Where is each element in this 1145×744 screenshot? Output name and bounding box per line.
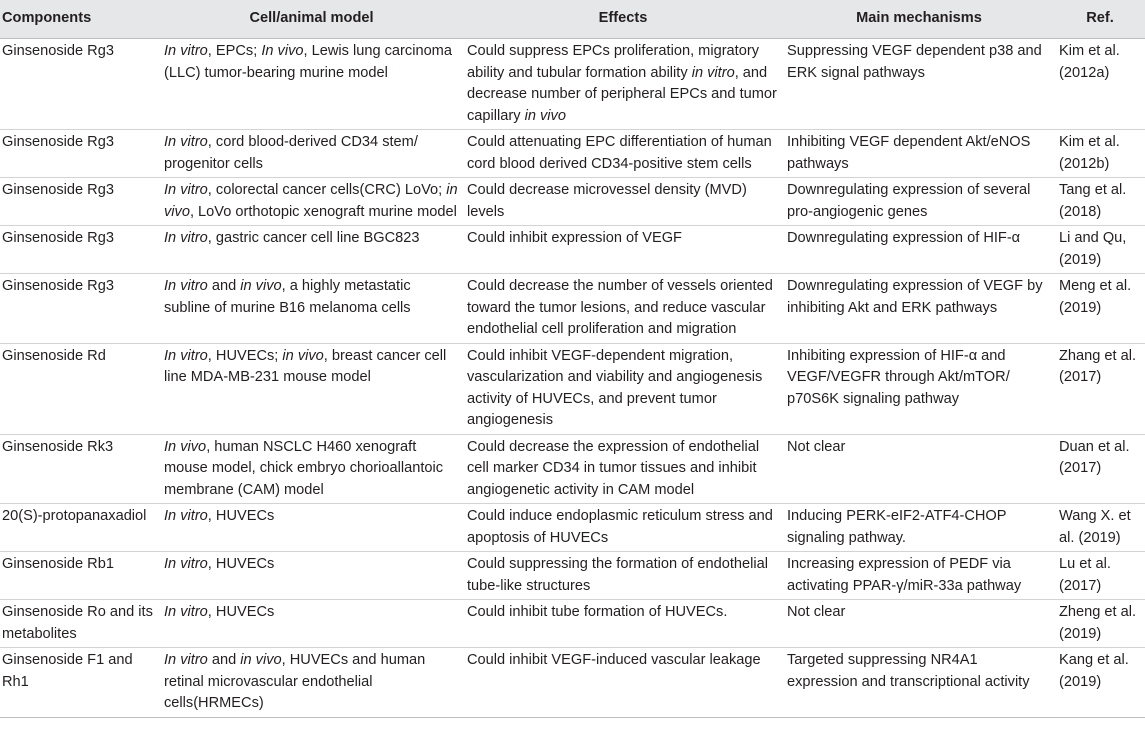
- cell-ref: Li and Qu, (2019): [1055, 226, 1145, 274]
- cell-component: Ginsenoside F1 and Rh1: [0, 648, 160, 718]
- cell-ref: Duan et al. (2017): [1055, 434, 1145, 504]
- cell-effects: Could induce endoplasmic reticulum stress and apoptosis of HUVECs: [463, 504, 783, 552]
- cell-model: In vitro, cord blood-derived CD34 stem/ progenitor cells: [160, 130, 463, 178]
- cell-mechanism: Not clear: [783, 600, 1055, 648]
- cell-mechanism: Inhibiting VEGF dependent Akt/eNOS pathways: [783, 130, 1055, 178]
- cell-effects: Could attenuating EPC differentiation of human cord blood derived CD34-positive stem cells: [463, 130, 783, 178]
- cell-component: Ginsenoside Rg3: [0, 39, 160, 130]
- cell-ref: Meng et al. (2019): [1055, 274, 1145, 344]
- cell-effects: Could inhibit VEGF-induced vascular leakage: [463, 648, 783, 718]
- cell-effects: Could suppressing the formation of endothelial tube-like structures: [463, 552, 783, 600]
- cell-ref: Wang X. et al. (2019): [1055, 504, 1145, 552]
- cell-component: Ginsenoside Rg3: [0, 178, 160, 226]
- cell-model: In vitro and in vivo, a highly metastatic subline of murine B16 melanoma cells: [160, 274, 463, 344]
- cell-ref: Zheng et al. (2019): [1055, 600, 1145, 648]
- cell-ref: Kim et al. (2012b): [1055, 130, 1145, 178]
- cell-effects: Could inhibit tube formation of HUVECs.: [463, 600, 783, 648]
- cell-model: In vitro, HUVECs; in vivo, breast cancer cell line MDA-MB-231 mouse model: [160, 343, 463, 434]
- cell-ref: Zhang et al. (2017): [1055, 343, 1145, 434]
- table-row: [0, 274, 1145, 344]
- cell-ref: Kim et al. (2012a): [1055, 39, 1145, 130]
- cell-mechanism: Downregulating expression of VEGF by inhibiting Akt and ERK pathways: [783, 274, 1055, 344]
- cell-ref: Tang et al. (2018): [1055, 178, 1145, 226]
- cell-component: Ginsenoside Rb1: [0, 552, 160, 600]
- cell-effects: Could decrease microvessel density (MVD) levels: [463, 178, 783, 226]
- cell-component: Ginsenoside Rg3: [0, 130, 160, 178]
- cell-model: In vitro, HUVECs: [160, 552, 463, 600]
- cell-model: In vitro, HUVECs: [160, 504, 463, 552]
- cell-mechanism: Inhibiting expression of HIF-α and VEGF/VEGFR through Akt/mTOR/ p70S6K signaling pathway: [783, 343, 1055, 434]
- cell-component: 20(S)-protopanaxadiol: [0, 504, 160, 552]
- cell-model: In vivo, human NSCLC H460 xenograft mouse model, chick embryo chorioallantoic membrane (CAM) model: [160, 434, 463, 504]
- cell-component: Ginsenoside Rk3: [0, 434, 160, 504]
- cell-component: Ginsenoside Rd: [0, 343, 160, 434]
- cell-component: Ginsenoside Ro and its metabolites: [0, 600, 160, 648]
- table-row: [0, 504, 1145, 552]
- cell-ref: Lu et al. (2017): [1055, 552, 1145, 600]
- cell-effects: Could decrease the expression of endothelial cell marker CD34 in tumor tissues and inhibit angiogenetic activity in CAM model: [463, 434, 783, 504]
- cell-model: In vitro, HUVECs: [160, 600, 463, 648]
- table-row: [0, 600, 1145, 648]
- table-row: [0, 434, 1145, 504]
- header-model: Cell/animal model: [160, 0, 463, 39]
- cell-effects: Could inhibit VEGF-dependent migration, vascularization and viability and angiogenesis activity of HUVECs, and prevent tumor angiogenesis: [463, 343, 783, 434]
- cell-model: In vitro, gastric cancer cell line BGC823: [160, 226, 463, 274]
- cell-component: Ginsenoside Rg3: [0, 226, 160, 274]
- table-row: [0, 226, 1145, 274]
- header-ref: Ref.: [1055, 0, 1145, 39]
- header-mechanisms: Main mechanisms: [783, 0, 1055, 39]
- cell-ref: Kang et al. (2019): [1055, 648, 1145, 718]
- table-row: [0, 178, 1145, 226]
- cell-model: In vitro and in vivo, HUVECs and human retinal microvascular endothelial cells(HRMECs): [160, 648, 463, 718]
- cell-effects: Could inhibit expression of VEGF: [463, 226, 783, 274]
- cell-mechanism: Inducing PERK-eIF2-ATF4-CHOP signaling pathway.: [783, 504, 1055, 552]
- cell-mechanism: Suppressing VEGF dependent p38 and ERK signal pathways: [783, 39, 1055, 130]
- cell-effects: Could suppress EPCs proliferation, migratory ability and tubular formation ability in vitro, and decrease number of peripheral EPCs and tumor capillary in vivo: [463, 39, 783, 130]
- cell-mechanism: Increasing expression of PEDF via activating PPAR-γ/miR-33a pathway: [783, 552, 1055, 600]
- table-row: [0, 343, 1145, 434]
- header-components: Components: [0, 0, 160, 39]
- cell-mechanism: Downregulating expression of several pro-angiogenic genes: [783, 178, 1055, 226]
- table-row: [0, 648, 1145, 718]
- header-row: [0, 0, 1145, 39]
- cell-mechanism: Targeted suppressing NR4A1 expression and transcriptional activity: [783, 648, 1055, 718]
- cell-mechanism: Not clear: [783, 434, 1055, 504]
- cell-component: Ginsenoside Rg3: [0, 274, 160, 344]
- table-row: [0, 130, 1145, 178]
- cell-model: In vitro, colorectal cancer cells(CRC) LoVo; in vivo, LoVo orthotopic xenograft murine model: [160, 178, 463, 226]
- table-row: [0, 552, 1145, 600]
- header-effects: Effects: [463, 0, 783, 39]
- cell-mechanism: Downregulating expression of HIF-α: [783, 226, 1055, 274]
- cell-effects: Could decrease the number of vessels oriented toward the tumor lesions, and reduce vascular endothelial cell proliferation and migration: [463, 274, 783, 344]
- table-row: [0, 39, 1145, 130]
- cell-model: In vitro, EPCs; In vivo, Lewis lung carcinoma (LLC) tumor-bearing murine model: [160, 39, 463, 130]
